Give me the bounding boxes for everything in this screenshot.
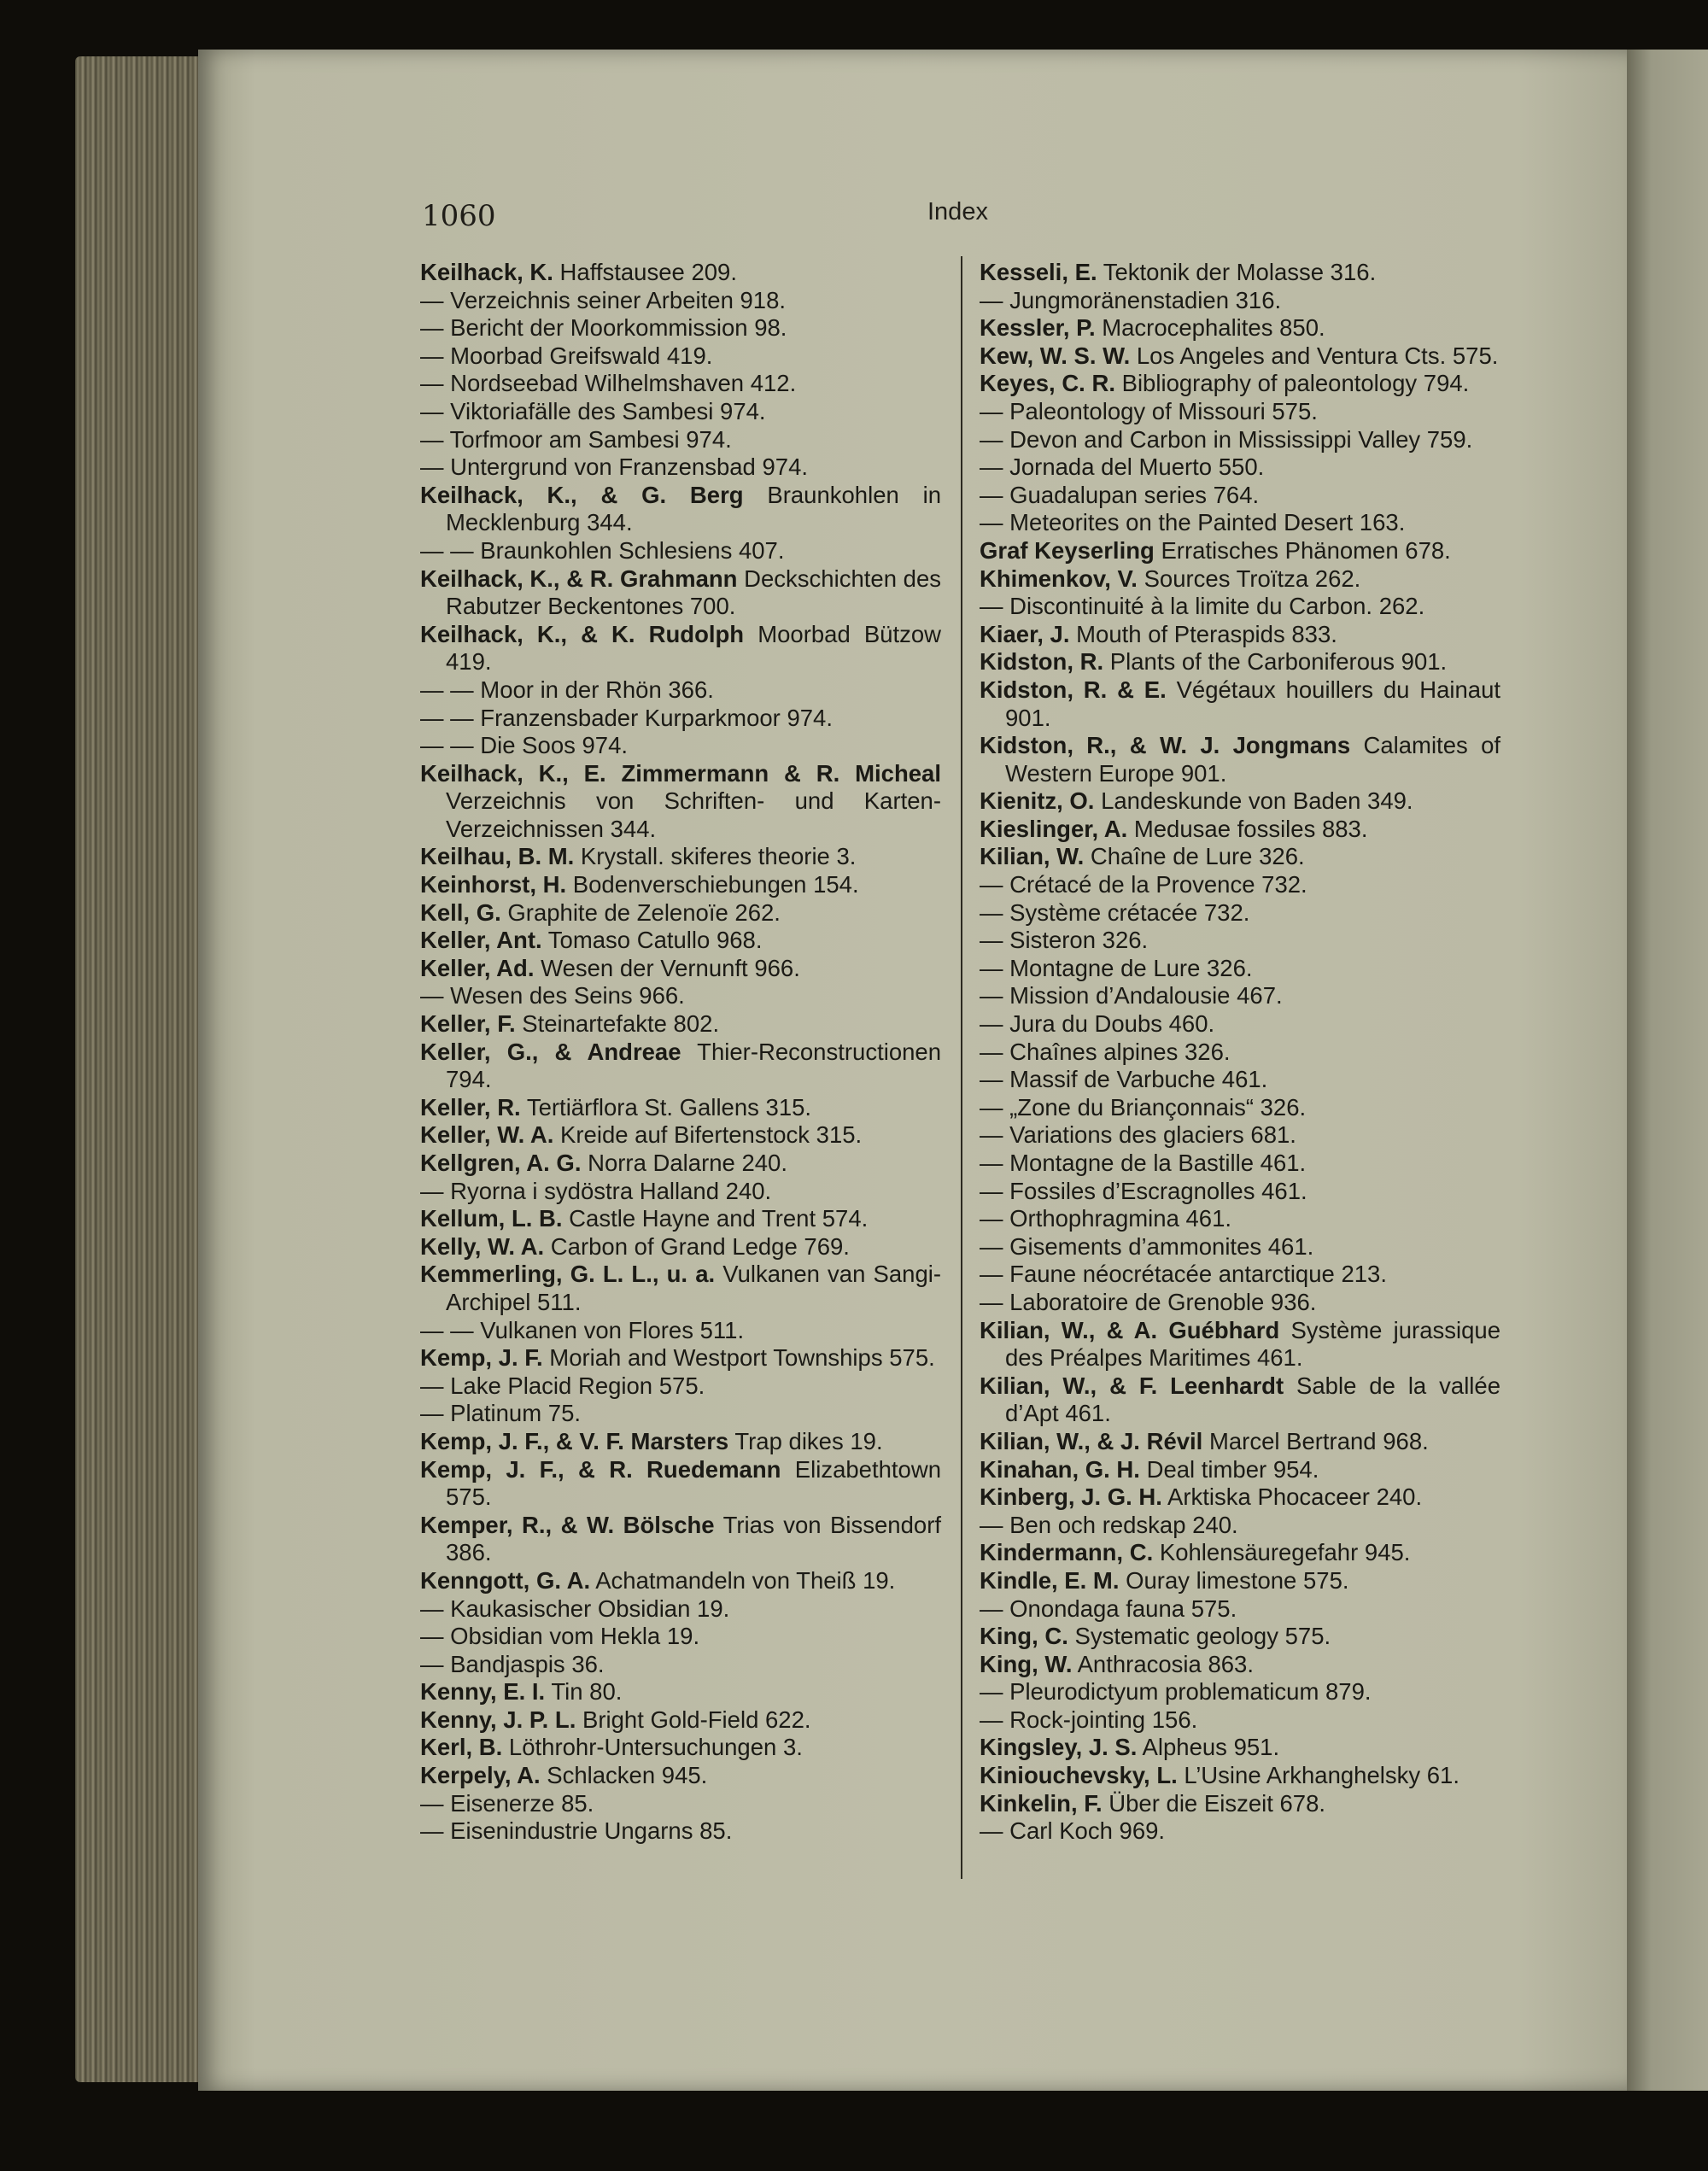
- index-entry-text: Norra Dalarne 240.: [581, 1150, 787, 1176]
- index-entry: [420, 1817, 941, 1846]
- index-entry: [980, 1817, 1500, 1846]
- index-entry-text: — Jura du Doubs 460.: [980, 1010, 1215, 1038]
- index-entry: [420, 927, 941, 955]
- index-entry-author: Keinhorst, H.: [420, 871, 567, 898]
- index-entry-text: — Obsidian vom Hekla 19.: [420, 1623, 700, 1650]
- index-entry-text: — Nordseebad Wilhelmshaven 412.: [420, 370, 797, 397]
- index-entry-text: — Gisements d’ammonites 461.: [980, 1232, 1314, 1260]
- index-entry: [980, 1706, 1500, 1735]
- index-entry-text: Calamites of Western Europe 901.: [1005, 732, 1500, 787]
- index-entry: [420, 1762, 941, 1790]
- index-entry: [980, 1121, 1500, 1150]
- facing-page-edge: [1627, 50, 1708, 2091]
- index-entry-text: Thier-Reconstructionen 794.: [446, 1038, 941, 1093]
- index-entry: [420, 1706, 941, 1735]
- index-entry: [980, 426, 1500, 454]
- index-entry-author: Kilian, W., & A. Guébhard: [980, 1316, 1280, 1343]
- index-entry-text: — Ben och redskap 240.: [980, 1511, 1238, 1538]
- index-entry-text: Alpheus 951.: [1137, 1734, 1280, 1761]
- index-entry: [980, 899, 1500, 928]
- index-entry-author: Kingsley, J. S.: [980, 1734, 1138, 1761]
- index-entry: [980, 1678, 1500, 1706]
- index-entry-author: Kemp, J. F.: [420, 1344, 543, 1372]
- index-entry: [420, 342, 941, 371]
- column-divider: [961, 256, 962, 1879]
- index-entry-text: Medusae fossiles 883.: [1127, 815, 1368, 842]
- index-entry: [420, 1039, 941, 1094]
- index-entry-text: — Chaînes alpines 326.: [980, 1038, 1231, 1065]
- index-entry: [420, 1595, 941, 1624]
- index-entry: [980, 1483, 1500, 1512]
- index-entry-text: — Eisenerze 85.: [420, 1789, 594, 1817]
- index-entry-text: — Variations des glaciers 681.: [980, 1121, 1296, 1149]
- index-entry: [980, 1734, 1500, 1762]
- index-entry: [420, 1623, 941, 1651]
- index-entry: [980, 1205, 1500, 1233]
- index-entry-author: Kell, G.: [420, 898, 501, 926]
- index-entry-text: — Massif de Varbuche 461.: [980, 1066, 1268, 1093]
- index-entry: [980, 314, 1500, 342]
- index-entry-author: Kindle, E. M.: [980, 1566, 1120, 1594]
- index-entry-text: — Meteorites on the Painted Desert 163.: [980, 509, 1406, 536]
- index-entry-text: L’Usine Arkhanghelsky 61.: [1177, 1762, 1459, 1789]
- index-entry-text: Système jurassique des Préalpes Maritimes 461.: [1005, 1316, 1500, 1372]
- index-entry-text: Schlacken 945.: [540, 1762, 708, 1789]
- index-entry-author: Keller, R.: [420, 1093, 521, 1121]
- index-entry: [980, 287, 1500, 315]
- index-entry-text: Verzeichnis von Schriften- und Karten-Verzeichnissen 344.: [446, 787, 941, 842]
- index-entry-text: Sources Troïtza 262.: [1137, 565, 1361, 592]
- index-entry: [980, 732, 1500, 787]
- index-column-left: [420, 259, 941, 1846]
- index-entry: [420, 370, 941, 398]
- index-entry-author: Kellgren, A. G.: [420, 1150, 582, 1176]
- index-entry: [980, 1762, 1500, 1790]
- index-entry-text: Végétaux houillers du Hainaut 901.: [1005, 676, 1500, 731]
- index-entry: [420, 1344, 941, 1372]
- index-entry-author: Graf Keyserling: [980, 536, 1155, 564]
- index-entry-author: Kilian, W., & F. Leenhardt: [980, 1372, 1284, 1399]
- index-entry-author: Kindermann, C.: [980, 1539, 1154, 1566]
- index-entry: [420, 705, 941, 733]
- index-entry-author: Keilhack, K., E. Zimmermann & R. Micheal: [420, 759, 941, 787]
- index-entry-text: — — Die Soos 974.: [420, 732, 629, 759]
- index-entry-author: Kelly, W. A.: [420, 1232, 545, 1260]
- index-entry-author: Kemp, J. F., & V. F. Marsters: [420, 1427, 729, 1454]
- index-entry-text: — Sisteron 326.: [980, 927, 1149, 954]
- book-page-edges: [75, 56, 212, 2082]
- index-entry-author: Keller, W. A.: [420, 1121, 554, 1149]
- index-entry: [420, 1150, 941, 1178]
- index-entry: [980, 398, 1500, 426]
- index-entry: [420, 482, 941, 537]
- index-entry: [420, 1205, 941, 1233]
- index-entry-text: Tertiärflora St. Gallens 315.: [520, 1093, 812, 1121]
- index-entry: [980, 454, 1500, 482]
- index-entry: [420, 259, 941, 287]
- index-entry-text: Erratisches Phänomen 678.: [1154, 536, 1451, 564]
- index-entry: [980, 259, 1500, 287]
- index-entry-text: — Moorbad Greifswald 419.: [420, 342, 713, 369]
- index-entry: [420, 314, 941, 342]
- index-entry-author: Keilhack, K., & G. Berg: [420, 481, 744, 508]
- index-entry-text: Trap dikes 19.: [728, 1427, 883, 1454]
- index-entry-text: Tektonik der Molasse 316.: [1097, 259, 1377, 285]
- index-entry-author: Kenny, J. P. L.: [420, 1706, 576, 1733]
- index-entry-text: — Pleurodictyum problematicum 879.: [980, 1678, 1372, 1706]
- index-entry-text: Kohlensäuregefahr 945.: [1153, 1539, 1411, 1566]
- index-entry: [980, 1094, 1500, 1122]
- index-entry-author: Kinberg, J. G. H.: [980, 1483, 1162, 1511]
- index-entry-author: Kidston, R. & E.: [980, 676, 1167, 703]
- index-entry-text: — „Zone du Briançonnais“ 326.: [980, 1093, 1307, 1121]
- index-entry: [420, 1010, 941, 1039]
- index-entry: [420, 454, 941, 482]
- index-entry: [980, 1233, 1500, 1261]
- index-entry: [980, 1456, 1500, 1484]
- index-entry-text: — Faune néocrétacée antarctique 213.: [980, 1261, 1387, 1288]
- index-entry: [420, 843, 941, 871]
- index-entry-text: Deal timber 954.: [1139, 1455, 1319, 1483]
- index-entry-text: Mouth of Pteraspids 833.: [1069, 620, 1337, 647]
- index-entry: [980, 1066, 1500, 1094]
- index-entry: [980, 927, 1500, 955]
- index-entry-author: Kenngott, G. A.: [420, 1566, 591, 1594]
- index-entry-text: — Platinum 75.: [420, 1400, 582, 1427]
- index-entry-author: Kidston, R.: [980, 648, 1104, 676]
- index-entry-text: — Viktoriafälle des Sambesi 974.: [420, 397, 766, 424]
- index-entry-text: — Mission d’Andalousie 467.: [980, 982, 1283, 1009]
- index-entry: [420, 676, 941, 705]
- index-entry-author: Kerl, B.: [420, 1734, 503, 1761]
- index-entry-text: — Ryorna i sydöstra Halland 240.: [420, 1177, 772, 1204]
- index-entry-text: — Bandjaspis 36.: [420, 1650, 605, 1677]
- index-entry-text: — Eisenindustrie Ungarns 85.: [420, 1817, 733, 1845]
- index-entry-text: — — Moor in der Rhön 366.: [420, 676, 714, 703]
- index-entry-text: Macrocephalites 850.: [1095, 314, 1325, 342]
- index-entry-text: — Orthophragmina 461.: [980, 1205, 1232, 1232]
- index-entry-author: Keller, F.: [420, 1010, 516, 1038]
- index-entry-author: Keilhau, B. M.: [420, 843, 575, 870]
- index-entry-text: — Crétacé de la Provence 732.: [980, 871, 1307, 898]
- index-entry: [420, 1178, 941, 1206]
- index-entry: [980, 1623, 1500, 1651]
- index-entry-text: — Fossiles d’Escragnolles 461.: [980, 1177, 1307, 1204]
- index-entry-text: Steinartefakte 802.: [515, 1010, 720, 1038]
- index-entry-text: Marcel Bertrand 968.: [1202, 1427, 1429, 1454]
- index-entry: [980, 1539, 1500, 1567]
- index-entry-text: Bibliography of paleontology 794.: [1114, 370, 1470, 397]
- index-entry-author: Kellum, L. B.: [420, 1205, 563, 1232]
- index-entry-text: Löthrohr-Untersuchungen 3.: [502, 1734, 803, 1761]
- index-entry: [980, 1150, 1500, 1178]
- index-entry-author: Kew, W. S. W.: [980, 342, 1131, 369]
- index-entry-author: King, C.: [980, 1623, 1068, 1650]
- index-entry-author: Keller, G., & Andreae: [420, 1038, 681, 1065]
- index-entry-text: — Wesen des Seins 966.: [420, 982, 685, 1009]
- index-entry: [420, 955, 941, 983]
- index-entry: [980, 982, 1500, 1010]
- index-entry-text: — Untergrund von Franzensbad 974.: [420, 454, 809, 481]
- index-entry-text: — Rock-jointing 156.: [980, 1706, 1198, 1733]
- index-entry: [420, 1317, 941, 1345]
- index-entry: [420, 1400, 941, 1428]
- index-entry-author: Kinahan, G. H.: [980, 1455, 1140, 1483]
- index-entry: [420, 1734, 941, 1762]
- index-entry-text: Kreide auf Bifertenstock 315.: [553, 1121, 863, 1149]
- index-entry: [420, 1678, 941, 1706]
- page-number: 1060: [422, 199, 496, 233]
- index-entry-text: — Discontinuité à la limite du Carbon. 262.: [980, 593, 1425, 620]
- index-entry: [420, 565, 941, 621]
- index-entry-text: Chaîne de Lure 326.: [1084, 843, 1305, 870]
- index-entry: [980, 871, 1500, 899]
- index-entry-author: Keller, Ant.: [420, 927, 542, 954]
- index-entry: [420, 760, 941, 844]
- index-entry-text: — — Braunkohlen Schlesiens 407.: [420, 536, 785, 564]
- index-entry-text: Landeskunde von Baden 349.: [1094, 787, 1413, 815]
- index-entry: [420, 1121, 941, 1150]
- index-entry-text: Carbon of Grand Ledge 769.: [544, 1232, 850, 1260]
- index-entry-text: — Paleontology of Missouri 575.: [980, 397, 1318, 424]
- index-entry: [980, 676, 1500, 732]
- index-entry-text: — Torfmoor am Sambesi 974.: [420, 425, 732, 453]
- index-entry-author: Keyes, C. R.: [980, 370, 1115, 397]
- index-entry: [980, 593, 1500, 621]
- index-entry-author: Kienitz, O.: [980, 787, 1095, 815]
- index-entry-text: Los Angeles and Ventura Cts. 575.: [1130, 342, 1499, 369]
- index-entry-author: King, W.: [980, 1650, 1073, 1677]
- index-entry-text: Haffstausee 209.: [553, 259, 737, 285]
- index-entry: [980, 1651, 1500, 1679]
- index-entry-text: Tomaso Catullo 968.: [541, 927, 763, 954]
- index-entry: [420, 1512, 941, 1567]
- index-entry-text: Achatmandeln von Theiß 19.: [590, 1566, 896, 1594]
- index-entry: [980, 955, 1500, 983]
- index-entry-text: Über die Eiszeit 678.: [1102, 1789, 1326, 1817]
- index-entry: [420, 1790, 941, 1818]
- index-entry-text: Vulkanen van Sangi-Archipel 511.: [446, 1261, 942, 1315]
- index-entry: [420, 1428, 941, 1456]
- index-entry: [420, 287, 941, 315]
- index-entry-text: — Jornada del Muerto 550.: [980, 454, 1265, 481]
- index-entry: [420, 1094, 941, 1122]
- index-entry-author: Kemmerling, G. L. L., u. a.: [420, 1261, 716, 1288]
- index-entry-author: Kilian, W., & J. Révil: [980, 1427, 1203, 1454]
- index-entry: [420, 1651, 941, 1679]
- index-entry-text: — Laboratoire de Grenoble 936.: [980, 1288, 1317, 1315]
- index-entry-text: Krystall. skiferes theorie 3.: [574, 843, 857, 870]
- index-entry-author: Kiaer, J.: [980, 620, 1070, 647]
- index-entry: [980, 843, 1500, 871]
- index-entry: [420, 1233, 941, 1261]
- index-entry-author: Kemper, R., & W. Bölsche: [420, 1511, 715, 1538]
- index-entry-text: Systematic geology 575.: [1068, 1623, 1331, 1650]
- index-entry: [980, 1512, 1500, 1540]
- running-head: Index: [927, 198, 988, 225]
- index-entry: [420, 398, 941, 426]
- index-entry: [980, 1567, 1500, 1595]
- index-entry: [980, 565, 1500, 594]
- index-entry-author: Khimenkov, V.: [980, 565, 1138, 592]
- index-entry: [420, 982, 941, 1010]
- index-entry-author: Keilhack, K.: [420, 259, 553, 285]
- index-entry-text: — — Franzensbader Kurparkmoor 974.: [420, 704, 833, 731]
- index-entry-text: Elizabethtown 575.: [446, 1455, 941, 1511]
- index-entry: [980, 1261, 1500, 1289]
- index-entry-text: Braunkohlen in Mecklenburg 344.: [446, 481, 941, 536]
- index-entry-text: — Devon and Carbon in Mississippi Valley 759.: [980, 425, 1473, 453]
- index-entry-text: — Jungmoränenstadien 316.: [980, 286, 1282, 313]
- index-entry: [420, 1567, 941, 1595]
- index-entry-text: — Montagne de la Bastille 461.: [980, 1150, 1307, 1176]
- index-entry: [420, 1261, 941, 1316]
- index-entry: [420, 899, 941, 928]
- index-entry-author: Kiniouchevsky, L.: [980, 1762, 1178, 1789]
- index-entry-author: Kinkelin, F.: [980, 1789, 1103, 1817]
- index-entry-author: Keilhack, K., & R. Grahmann: [420, 565, 738, 592]
- index-entry: [980, 621, 1500, 649]
- index-entry: [980, 1317, 1500, 1372]
- index-entry: [420, 426, 941, 454]
- index-entry: [980, 1595, 1500, 1624]
- index-entry-text: Sable de la vallée d’Apt 461.: [1005, 1372, 1500, 1427]
- index-entry: [420, 1456, 941, 1512]
- index-entry-author: Kerpely, A.: [420, 1762, 541, 1789]
- index-entry-text: Wesen der Vernunft 966.: [534, 954, 800, 981]
- index-entry-author: Kidston, R., & W. J. Jongmans: [980, 732, 1351, 759]
- index-entry: [980, 787, 1500, 816]
- index-entry-text: Graphite de Zelenoïe 262.: [500, 898, 781, 926]
- index-entry-text: — Carl Koch 969.: [980, 1817, 1166, 1845]
- index-entry: [980, 1010, 1500, 1039]
- index-entry: [980, 342, 1500, 371]
- index-entry-text: — Onondaga fauna 575.: [980, 1595, 1237, 1622]
- index-entry: [980, 537, 1500, 565]
- index-entry-text: Bright Gold-Field 622.: [576, 1706, 811, 1733]
- index-entry: [980, 1289, 1500, 1317]
- index-entry: [980, 1372, 1500, 1428]
- index-entry-text: Deckschichten des Rabutzer Beckentones 700.: [446, 565, 941, 620]
- index-entry-text: — Kaukasischer Obsidian 19.: [420, 1595, 730, 1622]
- index-entry: [980, 509, 1500, 537]
- index-entry-text: — Bericht der Moorkommission 98.: [420, 314, 787, 342]
- index-entry: [980, 1178, 1500, 1206]
- index-entry: [420, 871, 941, 899]
- index-entry: [420, 1372, 941, 1401]
- index-entry: [980, 1790, 1500, 1818]
- index-entry-text: — Guadalupan series 764.: [980, 481, 1260, 508]
- index-entry-author: Kemp, J. F., & R. Ruedemann: [420, 1455, 781, 1483]
- index-entry-text: Moriah and Westport Townships 575.: [542, 1344, 935, 1372]
- index-entry-author: Keilhack, K., & K. Rudolph: [420, 620, 745, 647]
- index-entry: [980, 1428, 1500, 1456]
- index-entry: [420, 537, 941, 565]
- index-entry-text: Arktiska Phocaceer 240.: [1161, 1483, 1423, 1511]
- index-entry-author: Kieslinger, A.: [980, 815, 1128, 842]
- index-entry-text: Castle Hayne and Trent 574.: [562, 1205, 869, 1232]
- index-entry-text: — — Vulkanen von Flores 511.: [420, 1316, 745, 1343]
- index-entry-text: Anthracosia 863.: [1072, 1650, 1254, 1677]
- index-entry: [980, 370, 1500, 398]
- index-entry-author: Kenny, E. I.: [420, 1678, 546, 1706]
- index-entry: [420, 732, 941, 760]
- index-entry-text: — Verzeichnis seiner Arbeiten 918.: [420, 286, 787, 313]
- index-entry-text: Bodenverschiebungen 154.: [566, 871, 859, 898]
- index-entry-author: Kessler, P.: [980, 314, 1096, 342]
- index-entry-author: Keller, Ad.: [420, 954, 535, 981]
- index-entry-text: Moorbad Bützow 419.: [446, 620, 942, 676]
- index-entry-text: — Montagne de Lure 326.: [980, 954, 1253, 981]
- index-entry-author: Kesseli, E.: [980, 259, 1097, 285]
- index-entry: [980, 482, 1500, 510]
- index-entry-text: Trias von Bissendorf 386.: [446, 1511, 941, 1566]
- index-entry-text: Ouray limestone 575.: [1119, 1566, 1349, 1594]
- index-entry-text: Plants of the Carboniferous 901.: [1103, 648, 1448, 676]
- index-entry-text: Tin 80.: [545, 1678, 623, 1706]
- index-entry-text: — Système crétacée 732.: [980, 898, 1250, 926]
- index-entry-author: Kilian, W.: [980, 843, 1085, 870]
- index-entry: [980, 816, 1500, 844]
- index-column-right: [980, 259, 1500, 1846]
- index-entry: [420, 621, 941, 676]
- index-entry-text: — Lake Placid Region 575.: [420, 1372, 705, 1399]
- index-entry: [980, 648, 1500, 676]
- index-entry: [980, 1039, 1500, 1067]
